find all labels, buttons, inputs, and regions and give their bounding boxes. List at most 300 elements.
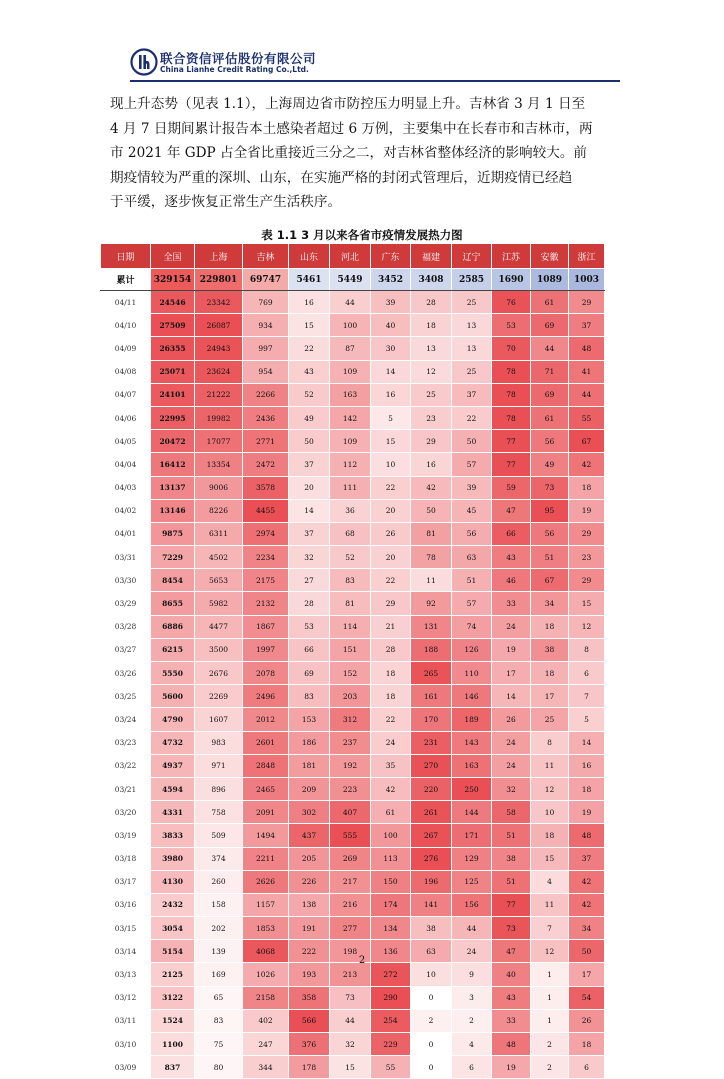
heat-cell: 983 <box>195 731 243 754</box>
table-row <box>101 638 605 661</box>
date-cell: 03/21 <box>101 777 151 800</box>
heat-cell: 150 <box>371 870 411 893</box>
table-row <box>101 1056 605 1079</box>
heat-cell: 43 <box>492 986 531 1009</box>
heat-cell: 3122 <box>151 986 195 1009</box>
table-row <box>101 963 605 986</box>
heat-cell: 50 <box>569 940 605 963</box>
heat-cell: 3054 <box>151 917 195 940</box>
heat-cell: 8 <box>569 638 605 661</box>
total-row <box>101 269 605 291</box>
heat-cell: 20 <box>289 476 330 499</box>
heat-cell: 27509 <box>151 314 195 337</box>
heat-cell: 57 <box>452 453 492 476</box>
heat-cell: 22 <box>289 337 330 360</box>
heat-cell: 0 <box>411 1033 452 1056</box>
heat-cell: 109 <box>330 360 371 383</box>
heat-cell: 53 <box>492 314 531 337</box>
date-cell: 04/04 <box>101 453 151 476</box>
heat-cell: 15 <box>289 314 330 337</box>
heat-cell: 8226 <box>195 499 243 522</box>
heat-cell: 174 <box>371 893 411 916</box>
table-row <box>101 708 605 731</box>
heat-cell: 13146 <box>151 499 195 522</box>
heat-cell: 17 <box>569 963 605 986</box>
heat-cell: 407 <box>330 801 371 824</box>
heat-cell: 229 <box>371 1033 411 1056</box>
body-line: 4 月 7 日期间累计报告本土感染者超过 6 万例，主要集中在长春市和吉林市，两 <box>110 120 593 137</box>
heat-cell: 20 <box>371 499 411 522</box>
heat-cell: 63 <box>452 546 492 569</box>
heat-cell: 2132 <box>243 592 289 615</box>
date-cell: 03/25 <box>101 685 151 708</box>
table-row <box>101 406 605 429</box>
heat-cell: 265 <box>411 662 452 685</box>
column-header: 全国 <box>151 244 195 269</box>
heat-cell: 33 <box>492 1009 531 1032</box>
heat-cell: 1100 <box>151 1033 195 1056</box>
heat-cell: 158 <box>195 893 243 916</box>
heat-cell: 42 <box>569 893 605 916</box>
heat-cell: 2211 <box>243 847 289 870</box>
heat-cell: 13137 <box>151 476 195 499</box>
heat-cell: 61 <box>531 291 569 314</box>
heat-cell: 18 <box>371 662 411 685</box>
heat-cell: 53 <box>289 615 330 638</box>
heat-cell: 237 <box>330 731 371 754</box>
heat-cell: 402 <box>243 1009 289 1032</box>
heat-cell: 196 <box>411 870 452 893</box>
heat-cell: 50 <box>411 499 452 522</box>
heat-cell: 4455 <box>243 499 289 522</box>
column-header: 吉林 <box>243 244 289 269</box>
date-cell: 04/11 <box>101 291 151 314</box>
company-name-en: China Lianhe Credit Rating Co.,Ltd. <box>160 65 309 74</box>
heat-cell: 26 <box>492 708 531 731</box>
date-cell: 03/16 <box>101 893 151 916</box>
heat-cell: 161 <box>411 685 452 708</box>
heat-cell: 51 <box>452 569 492 592</box>
heat-cell: 33 <box>492 592 531 615</box>
heat-cell: 55 <box>371 1056 411 1079</box>
heat-cell: 2436 <box>243 406 289 429</box>
heat-cell: 6886 <box>151 615 195 638</box>
heat-cell: 37 <box>569 314 605 337</box>
column-header: 上海 <box>195 244 243 269</box>
heat-cell: 8454 <box>151 569 195 592</box>
heat-cell: 113 <box>371 847 411 870</box>
heat-cell: 22 <box>371 569 411 592</box>
heat-cell: 42 <box>569 870 605 893</box>
heat-cell: 42 <box>569 453 605 476</box>
heat-cell: 19 <box>492 1056 531 1079</box>
heat-cell: 312 <box>330 708 371 731</box>
heat-cell: 77 <box>492 893 531 916</box>
column-header: 广东 <box>371 244 411 269</box>
heat-cell: 191 <box>289 917 330 940</box>
table-row <box>101 1033 605 1056</box>
heat-cell: 358 <box>289 986 330 1009</box>
heat-cell: 213 <box>330 963 371 986</box>
table-row <box>101 569 605 592</box>
heat-cell: 68 <box>330 522 371 545</box>
heat-cell: 24943 <box>195 337 243 360</box>
heat-cell: 144 <box>452 801 492 824</box>
date-cell: 03/31 <box>101 546 151 569</box>
heat-cell: 42 <box>371 777 411 800</box>
heat-cell: 52 <box>289 383 330 406</box>
body-line: 于平缓，逐步恢复正常生产生活秩序。 <box>110 194 342 210</box>
heat-cell: 4594 <box>151 777 195 800</box>
heat-cell: 34 <box>531 592 569 615</box>
total-cell: 5449 <box>330 269 371 291</box>
heat-cell: 46 <box>492 569 531 592</box>
heat-cell: 24546 <box>151 291 195 314</box>
heat-cell: 25 <box>452 360 492 383</box>
heat-cell: 247 <box>243 1033 289 1056</box>
date-cell: 03/19 <box>101 824 151 847</box>
heat-cell: 50 <box>289 430 330 453</box>
heat-cell: 1 <box>531 1009 569 1032</box>
heat-cell: 18 <box>531 824 569 847</box>
heat-cell: 2 <box>411 1009 452 1032</box>
heat-cell: 2078 <box>243 662 289 685</box>
total-cell: 229801 <box>195 269 243 291</box>
heat-cell: 8 <box>531 731 569 754</box>
date-cell: 04/08 <box>101 360 151 383</box>
heat-cell: 302 <box>289 801 330 824</box>
date-cell: 03/12 <box>101 986 151 1009</box>
column-header: 山东 <box>289 244 330 269</box>
heat-cell: 16 <box>289 291 330 314</box>
heat-cell: 69 <box>289 662 330 685</box>
heat-cell: 9875 <box>151 522 195 545</box>
heat-cell: 5653 <box>195 569 243 592</box>
heat-cell: 163 <box>452 754 492 777</box>
heat-cell: 171 <box>452 824 492 847</box>
heat-cell: 24 <box>492 754 531 777</box>
heat-cell: 66 <box>492 522 531 545</box>
heat-cell: 2771 <box>243 430 289 453</box>
header-divider <box>130 80 620 82</box>
heat-cell: 26 <box>569 1009 605 1032</box>
heat-cell: 138 <box>289 893 330 916</box>
heat-cell: 437 <box>289 824 330 847</box>
table-row <box>101 1009 605 1032</box>
heat-cell: 6 <box>569 1056 605 1079</box>
date-cell: 03/24 <box>101 708 151 731</box>
heat-cell: 74 <box>452 615 492 638</box>
heat-cell: 61 <box>531 406 569 429</box>
heat-cell: 192 <box>330 754 371 777</box>
heat-cell: 269 <box>330 847 371 870</box>
heat-cell: 5600 <box>151 685 195 708</box>
table-row <box>101 685 605 708</box>
heat-cell: 1 <box>531 986 569 1009</box>
heat-cell: 44 <box>569 383 605 406</box>
heat-cell: 5550 <box>151 662 195 685</box>
table-row <box>101 499 605 522</box>
total-cell: 1690 <box>492 269 531 291</box>
heat-cell: 18 <box>569 1033 605 1056</box>
heat-cell: 37 <box>452 383 492 406</box>
heat-cell: 30 <box>371 337 411 360</box>
heat-cell: 272 <box>371 963 411 986</box>
heat-cell: 3 <box>452 986 492 1009</box>
heat-cell: 8655 <box>151 592 195 615</box>
heat-cell: 2175 <box>243 569 289 592</box>
heat-cell: 934 <box>243 314 289 337</box>
heat-cell: 151 <box>330 638 371 661</box>
heat-cell: 18 <box>531 662 569 685</box>
heat-cell: 67 <box>569 430 605 453</box>
heat-cell: 16 <box>569 754 605 777</box>
heat-cell: 126 <box>452 638 492 661</box>
heat-cell: 1494 <box>243 824 289 847</box>
heat-cell: 76 <box>492 291 531 314</box>
heat-cell: 566 <box>289 1009 330 1032</box>
total-cell: 69747 <box>243 269 289 291</box>
heat-cell: 6311 <box>195 522 243 545</box>
heat-cell: 216 <box>330 893 371 916</box>
table-row <box>101 546 605 569</box>
heat-cell: 0 <box>411 986 452 1009</box>
heat-cell: 45 <box>452 499 492 522</box>
heat-cell: 193 <box>289 963 330 986</box>
heat-cell: 4130 <box>151 870 195 893</box>
heat-cell: 12 <box>531 777 569 800</box>
heat-cell: 997 <box>243 337 289 360</box>
heat-cell: 2234 <box>243 546 289 569</box>
heat-cell: 156 <box>452 893 492 916</box>
heat-cell: 261 <box>411 801 452 824</box>
heat-cell: 1524 <box>151 1009 195 1032</box>
heat-cell: 143 <box>452 731 492 754</box>
heat-cell: 2158 <box>243 986 289 1009</box>
heat-cell: 95 <box>531 499 569 522</box>
heat-cell: 141 <box>411 893 452 916</box>
heat-cell: 67 <box>531 569 569 592</box>
table-row <box>101 383 605 406</box>
heat-cell: 51 <box>492 870 531 893</box>
heat-cell: 17 <box>531 685 569 708</box>
heat-cell: 131 <box>411 615 452 638</box>
date-cell: 04/03 <box>101 476 151 499</box>
heat-cell: 20472 <box>151 430 195 453</box>
heat-cell: 270 <box>411 754 452 777</box>
heat-cell: 29 <box>411 430 452 453</box>
heat-cell: 48 <box>569 337 605 360</box>
date-cell: 03/30 <box>101 569 151 592</box>
heat-cell: 28 <box>411 291 452 314</box>
heat-cell: 69 <box>531 314 569 337</box>
heat-cell: 43 <box>492 546 531 569</box>
heat-cell: 49 <box>531 453 569 476</box>
column-header: 日期 <box>101 244 151 269</box>
body-line: 市 2021 年 GDP 占全省比重接近三分之二，对吉林省整体经济的影响较大。前 <box>110 145 588 161</box>
heat-cell: 20 <box>371 546 411 569</box>
date-cell: 03/27 <box>101 638 151 661</box>
heat-cell: 2269 <box>195 685 243 708</box>
date-cell: 03/26 <box>101 662 151 685</box>
heat-cell: 22995 <box>151 406 195 429</box>
heatmap-table <box>100 243 605 1079</box>
heat-cell: 29 <box>569 522 605 545</box>
heat-cell: 83 <box>330 569 371 592</box>
heat-cell: 170 <box>411 708 452 731</box>
heat-cell: 18 <box>569 777 605 800</box>
heat-cell: 2 <box>531 1056 569 1079</box>
heat-cell: 44 <box>330 1009 371 1032</box>
heat-cell: 2626 <box>243 870 289 893</box>
heat-cell: 11 <box>531 754 569 777</box>
heat-cell: 209 <box>289 777 330 800</box>
table-row <box>101 731 605 754</box>
heat-cell: 276 <box>411 847 452 870</box>
heat-cell: 18 <box>371 685 411 708</box>
heat-cell: 231 <box>411 731 452 754</box>
heat-cell: 217 <box>330 870 371 893</box>
table-header-row <box>101 244 605 269</box>
heat-cell: 16 <box>411 453 452 476</box>
heat-cell: 73 <box>330 986 371 1009</box>
table-row <box>101 662 605 685</box>
heat-cell: 51 <box>531 546 569 569</box>
table-caption: 表 1.1 3 月以来各省市疫情发展热力图 <box>261 228 463 242</box>
heat-cell: 48 <box>492 1033 531 1056</box>
heat-cell: 169 <box>195 963 243 986</box>
body-paragraph <box>110 92 620 215</box>
heat-cell: 125 <box>452 870 492 893</box>
heat-cell: 2848 <box>243 754 289 777</box>
table-row <box>101 870 605 893</box>
date-cell: 03/22 <box>101 754 151 777</box>
date-cell: 03/23 <box>101 731 151 754</box>
heat-cell: 555 <box>330 824 371 847</box>
heat-cell: 11 <box>531 893 569 916</box>
heat-cell: 24101 <box>151 383 195 406</box>
heat-cell: 47 <box>492 940 531 963</box>
heat-cell: 0 <box>411 1056 452 1079</box>
heat-cell: 6 <box>569 662 605 685</box>
heat-cell: 23342 <box>195 291 243 314</box>
heat-cell: 4790 <box>151 708 195 731</box>
heat-cell: 226 <box>289 870 330 893</box>
heat-cell: 14 <box>371 360 411 383</box>
heat-cell: 58 <box>492 801 531 824</box>
date-cell: 03/14 <box>101 940 151 963</box>
heat-cell: 22 <box>452 406 492 429</box>
column-header: 辽宁 <box>452 244 492 269</box>
body-line: 期疫情较为严重的深圳、山东，在实施严格的封闭式管理后，近期疫情已经趋 <box>110 169 573 186</box>
heat-cell: 77 <box>492 430 531 453</box>
date-cell: 04/01 <box>101 522 151 545</box>
heat-cell: 2012 <box>243 708 289 731</box>
column-header: 安徽 <box>531 244 569 269</box>
heat-cell: 56 <box>452 522 492 545</box>
heat-cell: 198 <box>330 940 371 963</box>
heat-cell: 2465 <box>243 777 289 800</box>
column-header: 江苏 <box>492 244 531 269</box>
heat-cell: 14 <box>569 731 605 754</box>
date-cell: 03/17 <box>101 870 151 893</box>
heat-cell: 39 <box>371 291 411 314</box>
heat-cell: 2 <box>452 1009 492 1032</box>
table-row <box>101 337 605 360</box>
heat-cell: 40 <box>371 314 411 337</box>
heat-cell: 37 <box>289 522 330 545</box>
heat-cell: 32 <box>492 777 531 800</box>
heat-cell: 81 <box>411 522 452 545</box>
heat-cell: 2974 <box>243 522 289 545</box>
heat-cell: 15 <box>569 592 605 615</box>
heat-cell: 27 <box>289 569 330 592</box>
heat-cell: 47 <box>492 499 531 522</box>
total-cell: 3408 <box>411 269 452 291</box>
heat-cell: 75 <box>195 1033 243 1056</box>
table-row <box>101 754 605 777</box>
heat-cell: 40 <box>492 963 531 986</box>
heat-cell: 112 <box>330 453 371 476</box>
heat-cell: 59 <box>492 476 531 499</box>
heat-cell: 374 <box>195 847 243 870</box>
heat-cell: 21222 <box>195 383 243 406</box>
heat-cell: 3980 <box>151 847 195 870</box>
heat-cell: 5154 <box>151 940 195 963</box>
column-header: 浙江 <box>569 244 605 269</box>
total-cell: 1089 <box>531 269 569 291</box>
table-row <box>101 615 605 638</box>
heat-cell: 152 <box>330 662 371 685</box>
heat-cell: 81 <box>330 592 371 615</box>
heat-cell: 7 <box>531 917 569 940</box>
heat-cell: 2601 <box>243 731 289 754</box>
heat-cell: 83 <box>289 685 330 708</box>
date-cell: 04/07 <box>101 383 151 406</box>
heat-cell: 24 <box>492 615 531 638</box>
heat-cell: 18 <box>411 314 452 337</box>
heat-cell: 15 <box>531 847 569 870</box>
heat-cell: 2496 <box>243 685 289 708</box>
heat-cell: 28 <box>289 592 330 615</box>
heat-cell: 78 <box>411 546 452 569</box>
heat-cell: 14 <box>289 499 330 522</box>
table-row <box>101 824 605 847</box>
heat-cell: 16412 <box>151 453 195 476</box>
heat-cell: 25 <box>531 708 569 731</box>
date-cell: 04/09 <box>101 337 151 360</box>
heat-cell: 71 <box>531 360 569 383</box>
total-cell: 2585 <box>452 269 492 291</box>
heat-cell: 80 <box>195 1056 243 1079</box>
heat-cell: 17 <box>492 662 531 685</box>
date-cell: 03/10 <box>101 1033 151 1056</box>
heat-cell: 19 <box>569 801 605 824</box>
heat-cell: 1607 <box>195 708 243 731</box>
heat-cell: 66 <box>289 638 330 661</box>
heat-cell: 18 <box>531 615 569 638</box>
heat-cell: 54 <box>569 986 605 1009</box>
heat-cell: 1867 <box>243 615 289 638</box>
date-cell: 03/13 <box>101 963 151 986</box>
company-name-cn: 联合资信评估股份有限公司 <box>160 51 317 66</box>
date-cell: 03/18 <box>101 847 151 870</box>
heat-cell: 344 <box>243 1056 289 1079</box>
heat-cell: 38 <box>531 638 569 661</box>
heat-cell: 4732 <box>151 731 195 754</box>
heat-cell: 14 <box>492 685 531 708</box>
heat-cell: 11 <box>411 569 452 592</box>
